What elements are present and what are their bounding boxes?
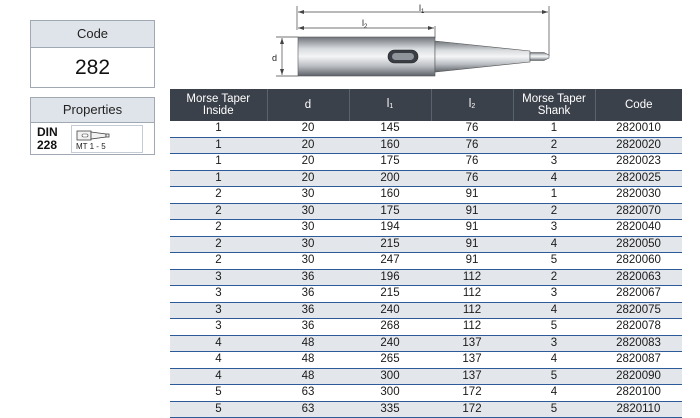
cell-l2: 137 bbox=[431, 335, 513, 352]
cell-l1: 240 bbox=[349, 335, 431, 352]
col-header-taper-inside: Morse Taper Inside bbox=[170, 89, 267, 121]
cell-l1: 300 bbox=[349, 385, 431, 402]
cell-l2: 112 bbox=[431, 286, 513, 303]
cell-l1: 265 bbox=[349, 352, 431, 369]
dimension-l2-label: $l_2$ bbox=[362, 18, 368, 30]
cell-taper-shank: 5 bbox=[513, 319, 595, 336]
taper-sleeve-thumbnail bbox=[71, 125, 143, 153]
cell-d: 30 bbox=[267, 220, 349, 237]
cell-d: 30 bbox=[267, 203, 349, 220]
cell-l2: 91 bbox=[431, 203, 513, 220]
cell-taper-inside: 1 bbox=[170, 170, 267, 187]
cell-taper-shank: 1 bbox=[513, 121, 595, 137]
standard-label bbox=[37, 126, 67, 152]
cell-d: 36 bbox=[267, 269, 349, 286]
cell-l1: 194 bbox=[349, 220, 431, 237]
cell-code: 2820025 bbox=[595, 170, 682, 187]
cell-l2: 76 bbox=[431, 137, 513, 154]
cell-taper-shank: 5 bbox=[513, 368, 595, 385]
cell-l2: 91 bbox=[431, 220, 513, 237]
cell-d: 48 bbox=[267, 335, 349, 352]
cell-taper-inside: 1 bbox=[170, 154, 267, 171]
cell-l2: 112 bbox=[431, 269, 513, 286]
cell-taper-inside: 3 bbox=[170, 269, 267, 286]
cell-taper-inside: 1 bbox=[170, 137, 267, 154]
col-header-d: d bbox=[267, 89, 349, 121]
code-header: Code bbox=[31, 21, 154, 48]
cell-l1: 145 bbox=[349, 121, 431, 137]
cell-taper-shank: 2 bbox=[513, 269, 595, 286]
cell-code: 2820110 bbox=[595, 401, 682, 418]
cell-taper-shank: 3 bbox=[513, 286, 595, 303]
cell-d: 20 bbox=[267, 137, 349, 154]
cell-code: 2820060 bbox=[595, 253, 682, 270]
cell-taper-inside: 2 bbox=[170, 203, 267, 220]
col-header-l2: $l_2$ bbox=[431, 89, 513, 121]
cell-code: 2820067 bbox=[595, 286, 682, 303]
code-value: 282 bbox=[74, 56, 111, 79]
table-row bbox=[170, 187, 682, 204]
cell-l1: 215 bbox=[349, 236, 431, 253]
cell-l1: 240 bbox=[349, 302, 431, 319]
spec-table bbox=[170, 89, 682, 418]
cell-l2: 91 bbox=[431, 187, 513, 204]
properties-box bbox=[30, 97, 155, 155]
cell-taper-inside: 4 bbox=[170, 368, 267, 385]
taper-range-label: MT 1 - 5 bbox=[76, 142, 106, 151]
cell-l2: 91 bbox=[431, 236, 513, 253]
cell-taper-shank: 3 bbox=[513, 335, 595, 352]
cell-taper-shank: 5 bbox=[513, 401, 595, 418]
cell-code: 2820040 bbox=[595, 220, 682, 237]
cell-d: 30 bbox=[267, 236, 349, 253]
table-row bbox=[170, 335, 682, 352]
table-row bbox=[170, 203, 682, 220]
dimension-l1-label: $l_1$ bbox=[419, 3, 425, 15]
cell-l1: 300 bbox=[349, 368, 431, 385]
cell-code: 2820100 bbox=[595, 385, 682, 402]
table-row bbox=[170, 121, 682, 137]
cell-l2: 172 bbox=[431, 401, 513, 418]
table-row bbox=[170, 286, 682, 303]
cell-l2: 137 bbox=[431, 352, 513, 369]
cell-taper-inside: 2 bbox=[170, 220, 267, 237]
cell-taper-inside: 4 bbox=[170, 335, 267, 352]
cell-d: 20 bbox=[267, 154, 349, 171]
table-header-row bbox=[170, 89, 682, 121]
cell-code: 2820070 bbox=[595, 203, 682, 220]
dimension-d-label: d bbox=[272, 53, 278, 63]
col-header-l1: $l_1$ bbox=[349, 89, 431, 121]
cell-d: 36 bbox=[267, 302, 349, 319]
table-row bbox=[170, 236, 682, 253]
table-row bbox=[170, 401, 682, 418]
cell-d: 36 bbox=[267, 286, 349, 303]
cell-l1: 175 bbox=[349, 154, 431, 171]
col-header-taper-shank: Morse Taper Shank bbox=[513, 89, 595, 121]
cell-taper-inside: 2 bbox=[170, 253, 267, 270]
cell-taper-shank: 2 bbox=[513, 203, 595, 220]
cell-d: 48 bbox=[267, 352, 349, 369]
cell-l1: 160 bbox=[349, 187, 431, 204]
table-row bbox=[170, 170, 682, 187]
cell-l2: 76 bbox=[431, 121, 513, 137]
cell-d: 20 bbox=[267, 121, 349, 137]
cell-taper-inside: 1 bbox=[170, 121, 267, 137]
table-row bbox=[170, 302, 682, 319]
cell-taper-shank: 4 bbox=[513, 302, 595, 319]
cell-taper-inside: 3 bbox=[170, 286, 267, 303]
cell-l1: 196 bbox=[349, 269, 431, 286]
table-row bbox=[170, 368, 682, 385]
cell-code: 2820010 bbox=[595, 121, 682, 137]
cell-taper-shank: 2 bbox=[513, 137, 595, 154]
standard-line-1: DIN bbox=[37, 125, 58, 139]
cell-taper-inside: 2 bbox=[170, 187, 267, 204]
shank-tang bbox=[530, 53, 549, 61]
cell-l1: 247 bbox=[349, 253, 431, 270]
cell-d: 30 bbox=[267, 187, 349, 204]
cell-l2: 112 bbox=[431, 302, 513, 319]
cell-code: 2820020 bbox=[595, 137, 682, 154]
cell-taper-shank: 4 bbox=[513, 385, 595, 402]
cell-taper-shank: 5 bbox=[513, 253, 595, 270]
cell-d: 30 bbox=[267, 253, 349, 270]
cell-l2: 112 bbox=[431, 319, 513, 336]
table-row bbox=[170, 385, 682, 402]
table-row bbox=[170, 319, 682, 336]
standard-line-2: 228 bbox=[37, 138, 58, 152]
drift-slot-highlight bbox=[392, 53, 414, 60]
table-row bbox=[170, 352, 682, 369]
table-row bbox=[170, 253, 682, 270]
cell-d: 20 bbox=[267, 170, 349, 187]
table-row bbox=[170, 154, 682, 171]
table-row bbox=[170, 269, 682, 286]
cell-taper-inside: 3 bbox=[170, 319, 267, 336]
cell-code: 2820063 bbox=[595, 269, 682, 286]
taper-sleeve-icon bbox=[76, 128, 116, 142]
cell-taper-shank: 4 bbox=[513, 170, 595, 187]
cell-code: 2820050 bbox=[595, 236, 682, 253]
cell-l1: 175 bbox=[349, 203, 431, 220]
cell-l1: 200 bbox=[349, 170, 431, 187]
cell-d: 63 bbox=[267, 401, 349, 418]
cell-code: 2820075 bbox=[595, 302, 682, 319]
col-header-code: Code bbox=[595, 89, 682, 121]
cell-taper-shank: 1 bbox=[513, 187, 595, 204]
cell-l2: 76 bbox=[431, 154, 513, 171]
cell-d: 36 bbox=[267, 319, 349, 336]
cell-code: 2820087 bbox=[595, 352, 682, 369]
cell-d: 63 bbox=[267, 385, 349, 402]
cell-l2: 172 bbox=[431, 385, 513, 402]
cell-taper-inside: 3 bbox=[170, 302, 267, 319]
cell-taper-shank: 4 bbox=[513, 352, 595, 369]
cell-l2: 137 bbox=[431, 368, 513, 385]
cell-l1: 335 bbox=[349, 401, 431, 418]
cell-taper-inside: 4 bbox=[170, 352, 267, 369]
cell-taper-shank: 3 bbox=[513, 154, 595, 171]
table-row bbox=[170, 220, 682, 237]
taper-shank bbox=[435, 41, 530, 72]
code-box bbox=[30, 20, 155, 88]
cell-taper-shank: 4 bbox=[513, 236, 595, 253]
cell-d: 48 bbox=[267, 368, 349, 385]
cell-code: 2820090 bbox=[595, 368, 682, 385]
cell-code: 2820083 bbox=[595, 335, 682, 352]
cell-l1: 268 bbox=[349, 319, 431, 336]
cell-taper-inside: 5 bbox=[170, 401, 267, 418]
cell-code: 2820023 bbox=[595, 154, 682, 171]
cell-l2: 76 bbox=[431, 170, 513, 187]
cell-l1: 215 bbox=[349, 286, 431, 303]
properties-header: Properties bbox=[31, 98, 154, 123]
cell-taper-inside: 2 bbox=[170, 236, 267, 253]
table-row bbox=[170, 137, 682, 154]
cell-taper-shank: 3 bbox=[513, 220, 595, 237]
cell-code: 2820030 bbox=[595, 187, 682, 204]
cell-taper-inside: 5 bbox=[170, 385, 267, 402]
cell-l2: 91 bbox=[431, 253, 513, 270]
cell-code: 2820078 bbox=[595, 319, 682, 336]
cell-l1: 160 bbox=[349, 137, 431, 154]
sleeve-drawing bbox=[268, 0, 568, 91]
